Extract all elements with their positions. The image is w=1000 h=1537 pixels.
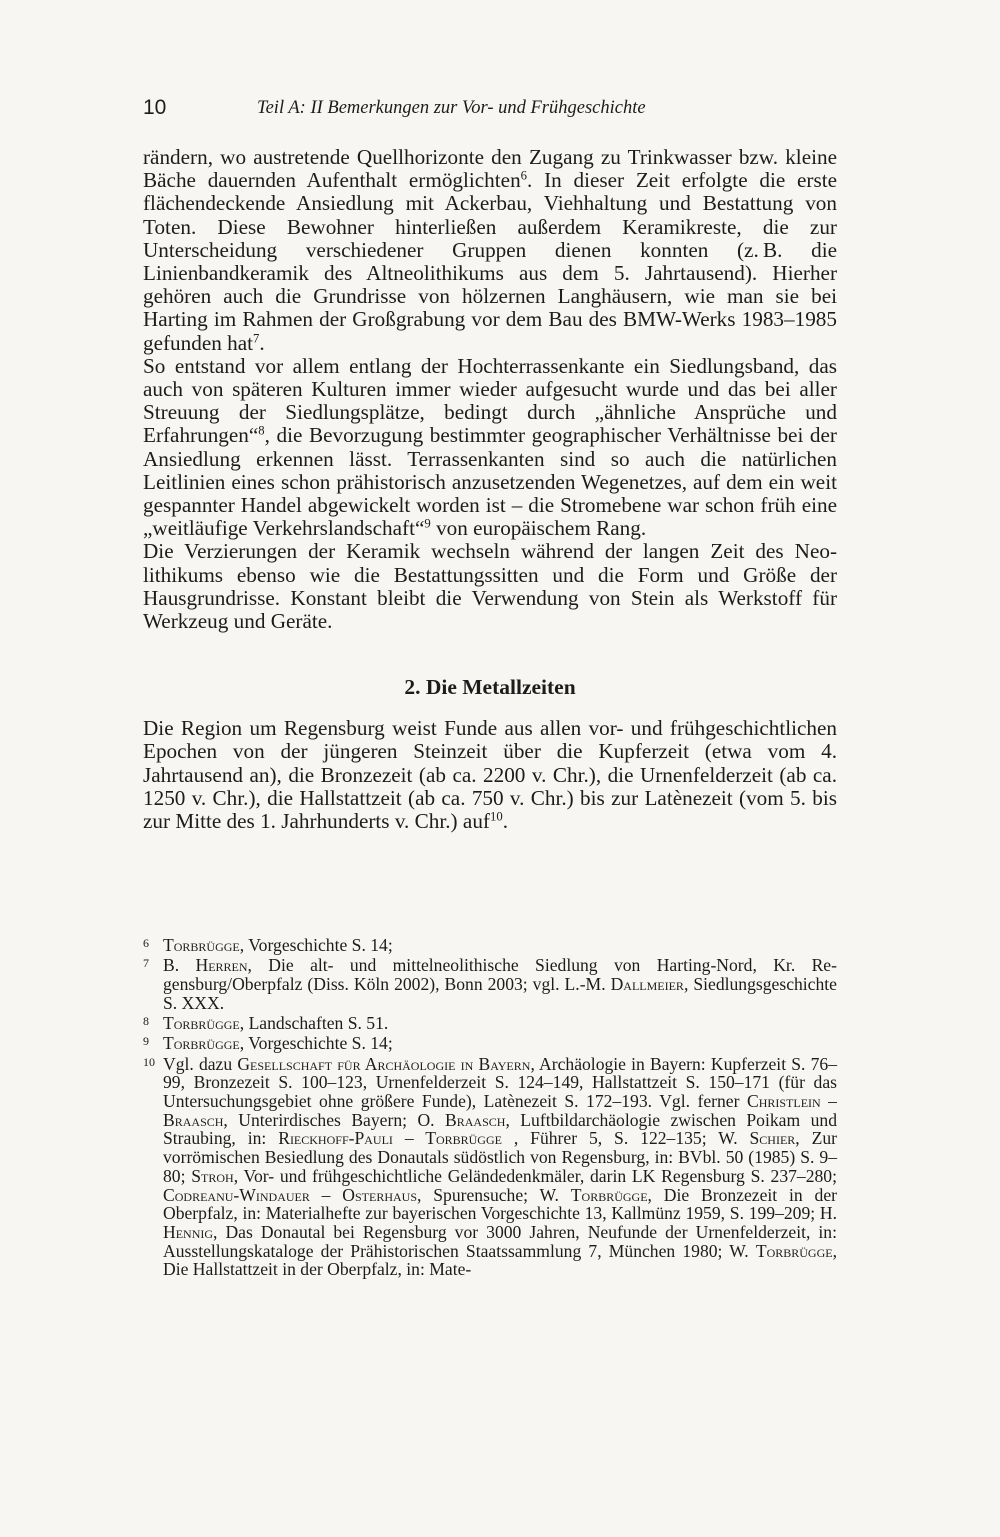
paragraph xyxy=(143,540,837,633)
author-name: Torbrügge xyxy=(163,935,240,955)
footnote-text: , Die Bronzezeit in der Oberpfalz, in: Materialhefte zur bayerischen Vorgeschichte 13, Kallmünz 1959, S. 199–209; H. xyxy=(163,1184,837,1224)
author-name: Braasch xyxy=(445,1109,506,1130)
paragraph-text: Die Verzierungen der Keramik wechseln während der langen Zeit des Neolithikums ebenso wie die Bestattungssitten und die Form und Größe der Hausgrundrisse. Konstant bleibt die Verwendung von Stein als Werkstoff für Werkzeug und Geräte. xyxy=(143,539,837,634)
footnote-text: , Die alt- und mittelneolithische Siedlung von Harting-Nord, Kr. Regensburg/Oberpfalz (Diss. Köln 2002), Bonn 2003; vgl. L.-M. xyxy=(163,955,837,994)
footnote-text: , Siedlungsgeschichte S. XXX. xyxy=(163,974,837,1013)
footnote-text: , Vorgeschichte S. 14; xyxy=(239,935,393,955)
page-number: 10 xyxy=(143,96,167,119)
footnote-text: , Zur vorrömischen Besiedlung des Donautals südöstlich von Regensburg, in: BVbl. 50 (1985) S. 9–80; xyxy=(163,1128,838,1186)
section-paragraph xyxy=(143,717,837,833)
running-head xyxy=(143,96,837,124)
footnote xyxy=(143,1034,837,1053)
footnote-text: , Führer 5, S. 122–135; W. xyxy=(501,1128,750,1149)
section-heading: 2. Die Metallzeiten xyxy=(404,675,576,700)
footnote-ref[interactable]: 8 xyxy=(258,423,265,438)
author-name: Stroh xyxy=(191,1165,234,1186)
paragraph xyxy=(143,146,837,355)
paragraph-text: , die Bevorzugung bestimmter geographischer Verhältnisse bei der Ansiedlung erkennen lässt. Terrassenkanten sind so auch die natürlichen Leitlinien eines schon prähistorisch anzusetzenden Wegenetzes, auf dem ein weit gespannter Handel abgewickelt worden ist – die Stromebene war schon früh eine „weitläufige Verkehrslandschaft“ xyxy=(143,423,837,541)
footnote-text: B. xyxy=(163,955,196,976)
footnote-number: 10 xyxy=(143,1054,155,1069)
footnote-text: , Luftbildarchäologie zwischen Poikam und Straubing, in: xyxy=(163,1109,837,1149)
footnote-number: 9 xyxy=(143,1034,149,1049)
author-name: Torbrügge xyxy=(570,1184,648,1205)
footnote-text: , Vor- und frühgeschichtliche Geländedenkmäler, darin LK Regensburg S. 237–280; xyxy=(233,1165,837,1186)
footnote xyxy=(143,1055,837,1279)
author-name: Dallmeier xyxy=(610,974,684,994)
paragraph-text: Die Region um Regensburg weist Funde aus allen vor- und frühgeschichtlichen Epochen von der jüngeren Steinzeit über die Kupferzeit (etwa vom 4. Jahrtausend an), die Bronzezeit (ab ca. 2200 v. Chr.), die Urnenfelderzeit (ab ca. 1250 v. Chr.), die Hallstattzeit (ab ca. 750 v. Chr.) bis zur Latènezeit (vom 5. bis zur Mitte des 1. Jahrhunderts v. Chr.) auf xyxy=(143,716,837,834)
footnote-number: 6 xyxy=(143,936,149,950)
paragraph-text: von europäischem Rang. xyxy=(430,516,647,541)
author-name: Torbrügge xyxy=(163,1013,240,1033)
footnote-text: , Unterirdisches Bayern; O. xyxy=(223,1109,446,1130)
author-name: Torbrügge xyxy=(163,1033,240,1054)
paragraph-text: . xyxy=(502,809,508,834)
footnote-number: 8 xyxy=(143,1014,149,1028)
footnote-ref[interactable]: 9 xyxy=(424,516,431,531)
footnote-text: , Archäologie in Bayern: Kupferzeit S. 76–99, Bronzezeit S. 100–123, Urnenfelderzeit S. 124–149, Hallstattzeit S. 150–171 (für das Untersuchungsgebiet ohne größere Funde), Latènezeit S. 172–193. Vgl. ferner xyxy=(163,1053,837,1111)
author-name: Herren xyxy=(195,955,248,976)
footnote-ref[interactable]: 7 xyxy=(253,331,260,345)
paragraph-text: . xyxy=(259,330,265,355)
footnote-text: , Spurensuche; W. xyxy=(417,1184,571,1205)
paragraph-text: So entstand vor allem entlang der Hochterrassenkante ein Siedlungsband, das auch von späteren Kulturen immer wieder aufgesucht wurde und das bei aller Streuung der Siedlungsplätze, bedingt durch „ähnliche Ansprüche und Erfahrungen“ xyxy=(143,353,837,448)
footnote-ref[interactable]: 10 xyxy=(489,809,503,824)
running-title: Teil A: II Bemerkungen zur Vor- und Frühgeschichte xyxy=(257,98,646,118)
body-text xyxy=(143,146,837,833)
footnote-text: , Die Hallstattzeit in der Oberpfalz, in: Mate- xyxy=(163,1240,837,1280)
author-name: Rieckhoff-Pauli – Torbrügge xyxy=(278,1128,502,1149)
footnote xyxy=(143,956,837,1012)
footnotes xyxy=(143,936,837,1281)
footnote xyxy=(143,936,837,955)
footnote-ref[interactable]: 6 xyxy=(520,168,528,183)
footnote-text: Vgl. dazu xyxy=(163,1053,238,1074)
footnote xyxy=(143,1014,837,1033)
book-page xyxy=(143,0,837,1537)
paragraph-text: rändern, wo austretende Quellhorizonte den Zugang zu Trinkwasser bzw. kleine Bäche dauernden Aufenthalt ermöglichten xyxy=(143,145,837,193)
footnote-text: , Vorgeschichte S. 14; xyxy=(239,1033,393,1054)
author-name: Torbrügge xyxy=(755,1240,833,1261)
footnote-text: , Landschaften S. 51. xyxy=(239,1013,389,1033)
paragraph xyxy=(143,355,837,541)
author-name: Gesellschaft für Archäologie in Bayern xyxy=(237,1053,531,1074)
footnote-text: , Das Donautal bei Regensburg vor 3000 Jahren, Neufunde der Urnenfelderzeit, in: Ausstellungskataloge der Prähistorischen Staatssammlung 7, München 1980; W. xyxy=(163,1221,837,1261)
author-name: Hennig xyxy=(163,1221,214,1242)
author-name: Codreanu-Windauer – Osterhaus xyxy=(163,1184,418,1205)
footnote-number: 7 xyxy=(143,956,149,971)
paragraph-text: . In dieser Zeit erfolgte die erste flächendeckende Ansiedlung mit Ackerbau, Viehhaltung und Bestattung von Toten. Diese Bewohner hinterließen außerdem Keramikreste, die zur Unterscheidung verschiedener Gruppen dienen konnten (z. B. die Linienbandkeramik des Altneolithikums aus dem 5. Jahrtausend). Hierher gehören auch die Grundrisse von hölzernen Langhäusern, wie man sie bei Harting im Rahmen der Großgrabung vor dem Bau des BMW-Werks 1983–1985 gefunden hat xyxy=(143,168,837,355)
author-name: Christlein – Braasch xyxy=(163,1091,837,1130)
author-name: Schier xyxy=(749,1128,796,1149)
